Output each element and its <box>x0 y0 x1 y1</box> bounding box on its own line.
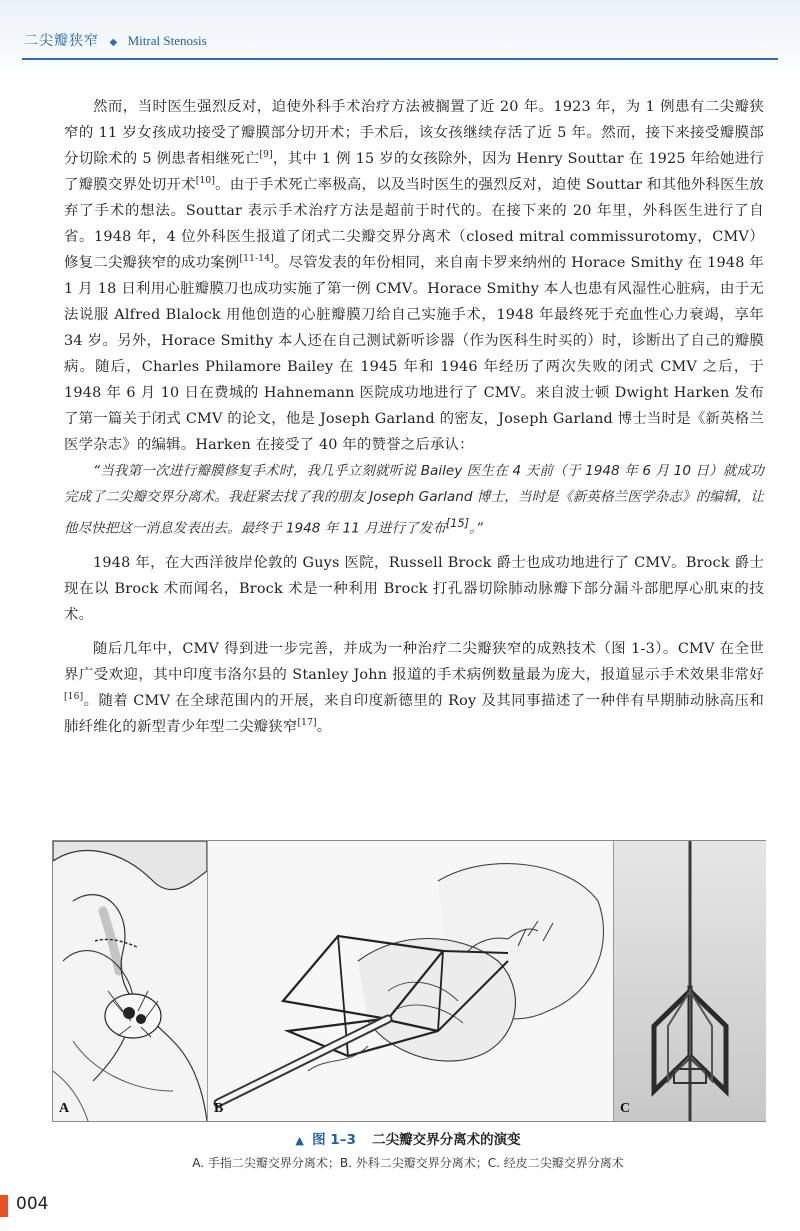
text-run: 随后几年中，CMV 得到进一步完善，并成为一种治疗二尖瓣狭窄的成熟技术（图 1-3）。CMV 在全世界广受欢迎，其中印度韦洛尔县的 Stanley John 报道的手术病例数量最为庞大，报道显示手术效果非常好 <box>64 640 764 683</box>
citation-ref: [11-14] <box>239 254 274 265</box>
panel-label-b: B <box>214 1101 224 1116</box>
page-corner-mark <box>0 1195 8 1217</box>
text-run: “当我第一次进行瓣膜修复手术时，我几乎立刻就听说 Bailey 医生在 4 天前（于 1948 年 6 月 10 日）就成功完成了二尖瓣交界分离术。我赶紧去找了我的朋友 Joseph Garland 博士，当时是《新英格兰医学杂志》的编辑，让他尽快把这一消息发表出去。最终于 1948 年 11 月进行了发布 <box>64 463 764 537</box>
paragraph-1 <box>64 94 764 458</box>
panel-label-c: C <box>620 1101 631 1116</box>
figure-panel-a <box>53 841 208 1121</box>
figure-panel-b <box>208 841 613 1121</box>
text-run: 。尽管发表的年份相同，来自南卡罗来纳州的 Horace Smithy 在 1948 年 1 月 18 日利用心脏瓣膜刀也成功实施了第一例 CMV。Horace Smithy 本人也患有风湿性心脏病，由于无法说服 Alfred Blalock 用他创造的心脏瓣膜刀给自己实施手术，1948 年最终死于充血性心力衰竭，享年 34 岁。另外，Horace Smithy 本人还在自己测试新听诊器（作为医科生时买的）时，诊断出了自己的瓣膜病。随后，Charles Philamore Bailey 在 1945 年和 1946 年经历了两次失败的闭式 CMV 之后，于 1948 年 6 月 10 日在费城的 Hahnemann 医院成功地进行了 CMV。来自波士顿 Dwight Harken 发布了第一篇关于闭式 CMV 的论文，他是 Joseph Garland 的密友，Joseph Garland 博士当时是《新英格兰医学杂志》的编辑。Harken 在接受了 40 年的赞誉之后承认： <box>64 255 764 453</box>
finger-commissurotomy-illustration <box>53 841 207 1121</box>
figure-title: 二尖瓣交界分离术的演变 <box>372 1132 521 1148</box>
text-run: 。由于手术死亡率极高，以及当时医生的强烈反对，迫使 Souttar 和其他外科医生放弃了手术的想法。Souttar 表示手术治疗方法是超前于时代的。在接下来的 20 年里，外科医生进行了自省。1948 年，4 位外科医生报道了闭式二尖瓣交界分离术（closed mitral commissurotomy，CMV）修复二尖瓣狭窄的成功案例 <box>64 177 764 271</box>
page-number: 004 <box>16 1194 49 1214</box>
page-header <box>0 0 800 78</box>
text-run: 。 <box>316 718 332 735</box>
citation-ref: [10] <box>195 176 216 187</box>
running-head <box>24 30 207 50</box>
figure-caption <box>52 1128 764 1171</box>
paragraph-3 <box>64 636 764 740</box>
text-run: 然而，当时医生强烈反对，迫使外科手术治疗方法被搁置了近 20 年。1923 年，为 1 例患有二尖瓣狭窄的 11 岁女孩成功接受了瓣膜部分切开术；手术后，该女孩继续存活了近 5 年。然而，接下来接受瓣膜部分切除术的 5 例患者相继死亡 <box>64 99 764 167</box>
running-head-title-en: Mitral Stenosis <box>127 33 207 48</box>
figure-caption-title-line <box>52 1128 764 1148</box>
text-run: 1948 年，在大西洋彼岸伦敦的 Guys 医院，Russell Brock 爵士也成功地进行了 CMV。Brock 爵士现在以 Brock 术而闻名，Brock 术是一种利用 Brock 打孔器切除肺动脉瓣下部分漏斗部肥厚心肌束的技术。 <box>64 554 764 623</box>
figure-number: 图 1–3 <box>312 1132 356 1148</box>
text-run: 。随着 CMV 在全球范围内的开展，来自印度新德里的 Roy 及其同事描述了一种伴有早期肺动脉高压和肺纤维化的新型青少年型二尖瓣狭窄 <box>64 692 764 735</box>
triangle-marker-icon: ▲ <box>295 1134 304 1147</box>
running-head-title-zh: 二尖瓣狭窄 <box>24 33 99 49</box>
quotation <box>64 458 764 542</box>
text-run: ，其中 1 例 15 岁的女孩除外，因为 Henry Souttar 在 1925 年给她进行了瓣膜交界处切开术 <box>64 151 764 193</box>
body-text <box>64 94 764 740</box>
paragraph-2 <box>64 550 764 628</box>
citation-ref: [16] <box>64 691 84 702</box>
citation-ref: [17] <box>297 717 317 728</box>
citation-ref: [9] <box>259 150 273 161</box>
citation-ref: [15] <box>445 516 470 530</box>
surgical-dilator-illustration <box>208 841 613 1121</box>
figure-1-3 <box>52 840 766 1122</box>
diamond-separator-icon: ◆ <box>109 37 118 48</box>
header-rule <box>22 58 778 60</box>
panel-label-a: A <box>59 1101 70 1116</box>
text-run: 。” <box>469 520 483 537</box>
percutaneous-device-photo <box>614 841 766 1121</box>
figure-caption-subtitle: A. 手指二尖瓣交界分离术；B. 外科二尖瓣交界分离术；C. 经皮二尖瓣交界分离术 <box>192 1156 624 1170</box>
figure-panel-c <box>613 841 766 1121</box>
